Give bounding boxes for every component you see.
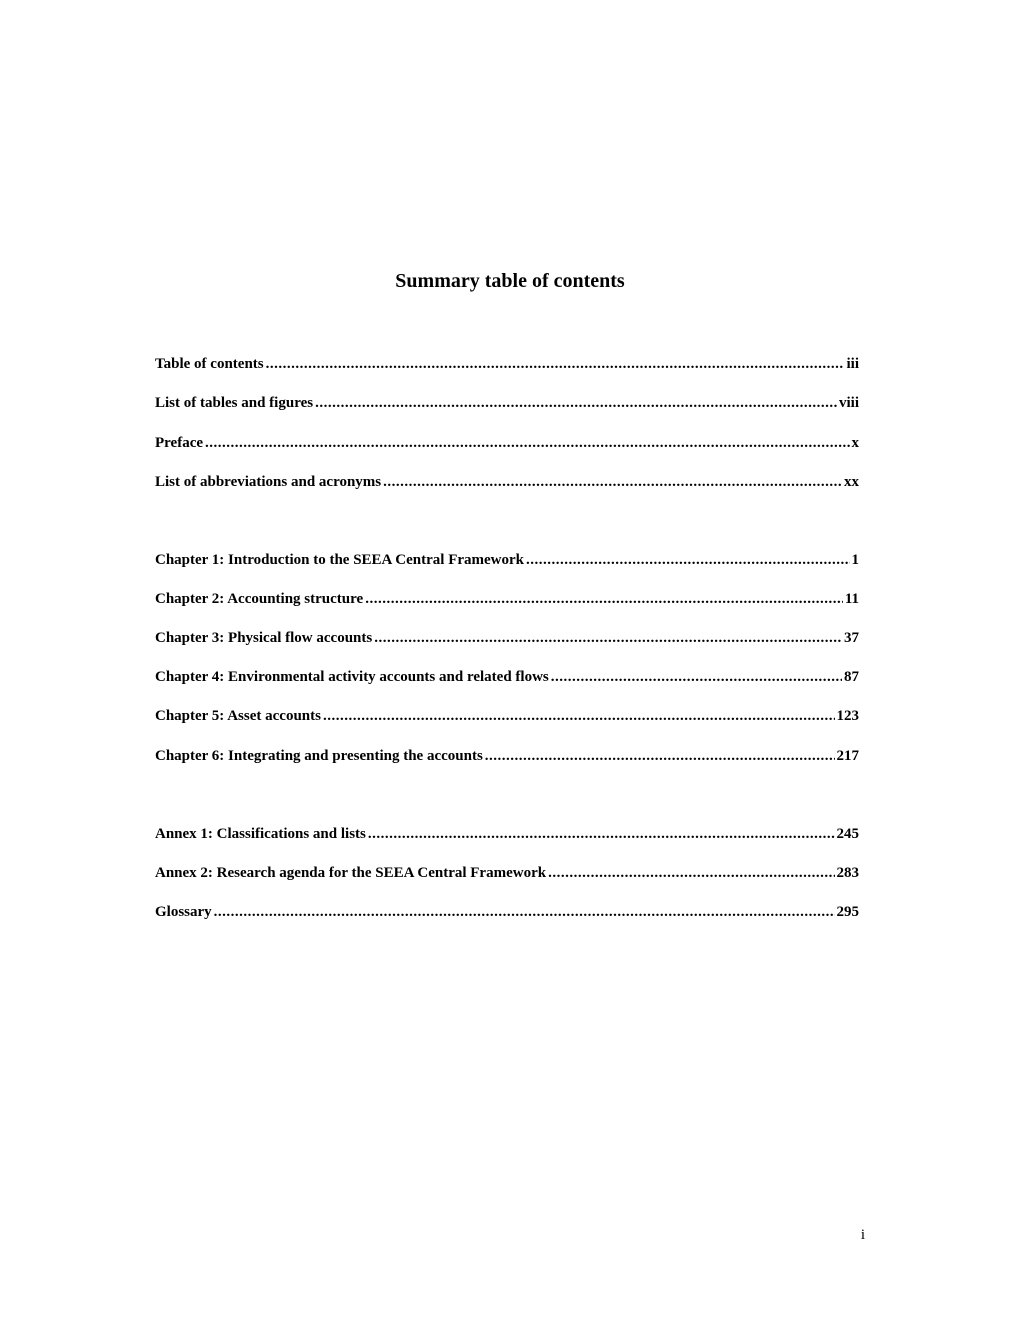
dot-leader [526, 550, 849, 570]
toc-entry-page: 283 [836, 865, 859, 881]
toc-entry-page: viii [838, 395, 859, 411]
dot-leader [548, 863, 834, 883]
dot-leader [323, 706, 835, 726]
toc-entry-label: Chapter 3: Physical flow accounts [155, 630, 373, 646]
page-title: Summary table of contents [395, 270, 625, 292]
toc-entry-label: Chapter 4: Environmental activity accounts and related flows [155, 669, 549, 685]
toc-entry-annex-1[interactable] [155, 824, 859, 844]
dot-leader [551, 667, 842, 687]
page-number: i [860, 1227, 865, 1243]
toc-entry-chapter-6[interactable] [155, 746, 859, 766]
toc-entry-label: Chapter 5: Asset accounts [155, 708, 321, 724]
toc-entry-list-of-tables-and-figures[interactable] [155, 393, 859, 413]
toc-entry-label: Chapter 1: Introduction to the SEEA Central Framework [155, 552, 525, 568]
toc-entry-label: Annex 2: Research agenda for the SEEA Central Framework [155, 865, 547, 881]
dot-leader [315, 393, 837, 413]
toc-entry-label: Glossary [155, 904, 212, 920]
toc-entry-chapter-4[interactable] [155, 667, 859, 687]
dot-leader [374, 628, 842, 648]
toc-entry-list-of-abbreviations[interactable] [155, 472, 859, 492]
toc-entry-chapter-5[interactable] [155, 706, 859, 726]
toc-entry-page: x [851, 435, 859, 451]
toc-entry-page: 87 [844, 669, 859, 685]
dot-leader [266, 354, 845, 374]
toc-entry-label: Chapter 6: Integrating and presenting the accounts [155, 748, 483, 764]
dot-leader [214, 902, 835, 922]
toc-entry-page: 37 [844, 630, 859, 646]
toc-entry-preface[interactable] [155, 433, 859, 453]
toc-entry-label: Table of contents [155, 356, 264, 372]
toc-entry-annex-2[interactable] [155, 863, 859, 883]
dot-leader [383, 472, 842, 492]
toc-entry-label: List of abbreviations and acronyms [155, 474, 382, 490]
toc-entry-label: Preface [155, 435, 204, 451]
toc-entry-chapter-3[interactable] [155, 628, 859, 648]
toc-entry-chapter-1[interactable] [155, 550, 859, 570]
toc-entry-page: 295 [836, 904, 859, 920]
toc-entry-glossary[interactable] [155, 902, 859, 922]
toc-entry-page: 217 [836, 748, 859, 764]
toc-entry-label: Annex 1: Classifications and lists [155, 826, 366, 842]
toc-entry-page: iii [846, 356, 859, 372]
toc-entry-label: List of tables and figures [155, 395, 314, 411]
dot-leader [485, 746, 835, 766]
toc-entry-page: 1 [851, 552, 859, 568]
dot-leader [205, 433, 849, 453]
dot-leader [368, 824, 835, 844]
toc-entry-table-of-contents[interactable] [155, 354, 859, 374]
toc-entry-label: Chapter 2: Accounting structure [155, 591, 364, 607]
toc-entry-page: 123 [836, 708, 859, 724]
toc-entry-page: xx [844, 474, 859, 490]
toc-entry-page: 245 [836, 826, 859, 842]
toc-entry-chapter-2[interactable] [155, 589, 859, 609]
toc-entry-page: 11 [844, 591, 859, 607]
dot-leader [365, 589, 843, 609]
